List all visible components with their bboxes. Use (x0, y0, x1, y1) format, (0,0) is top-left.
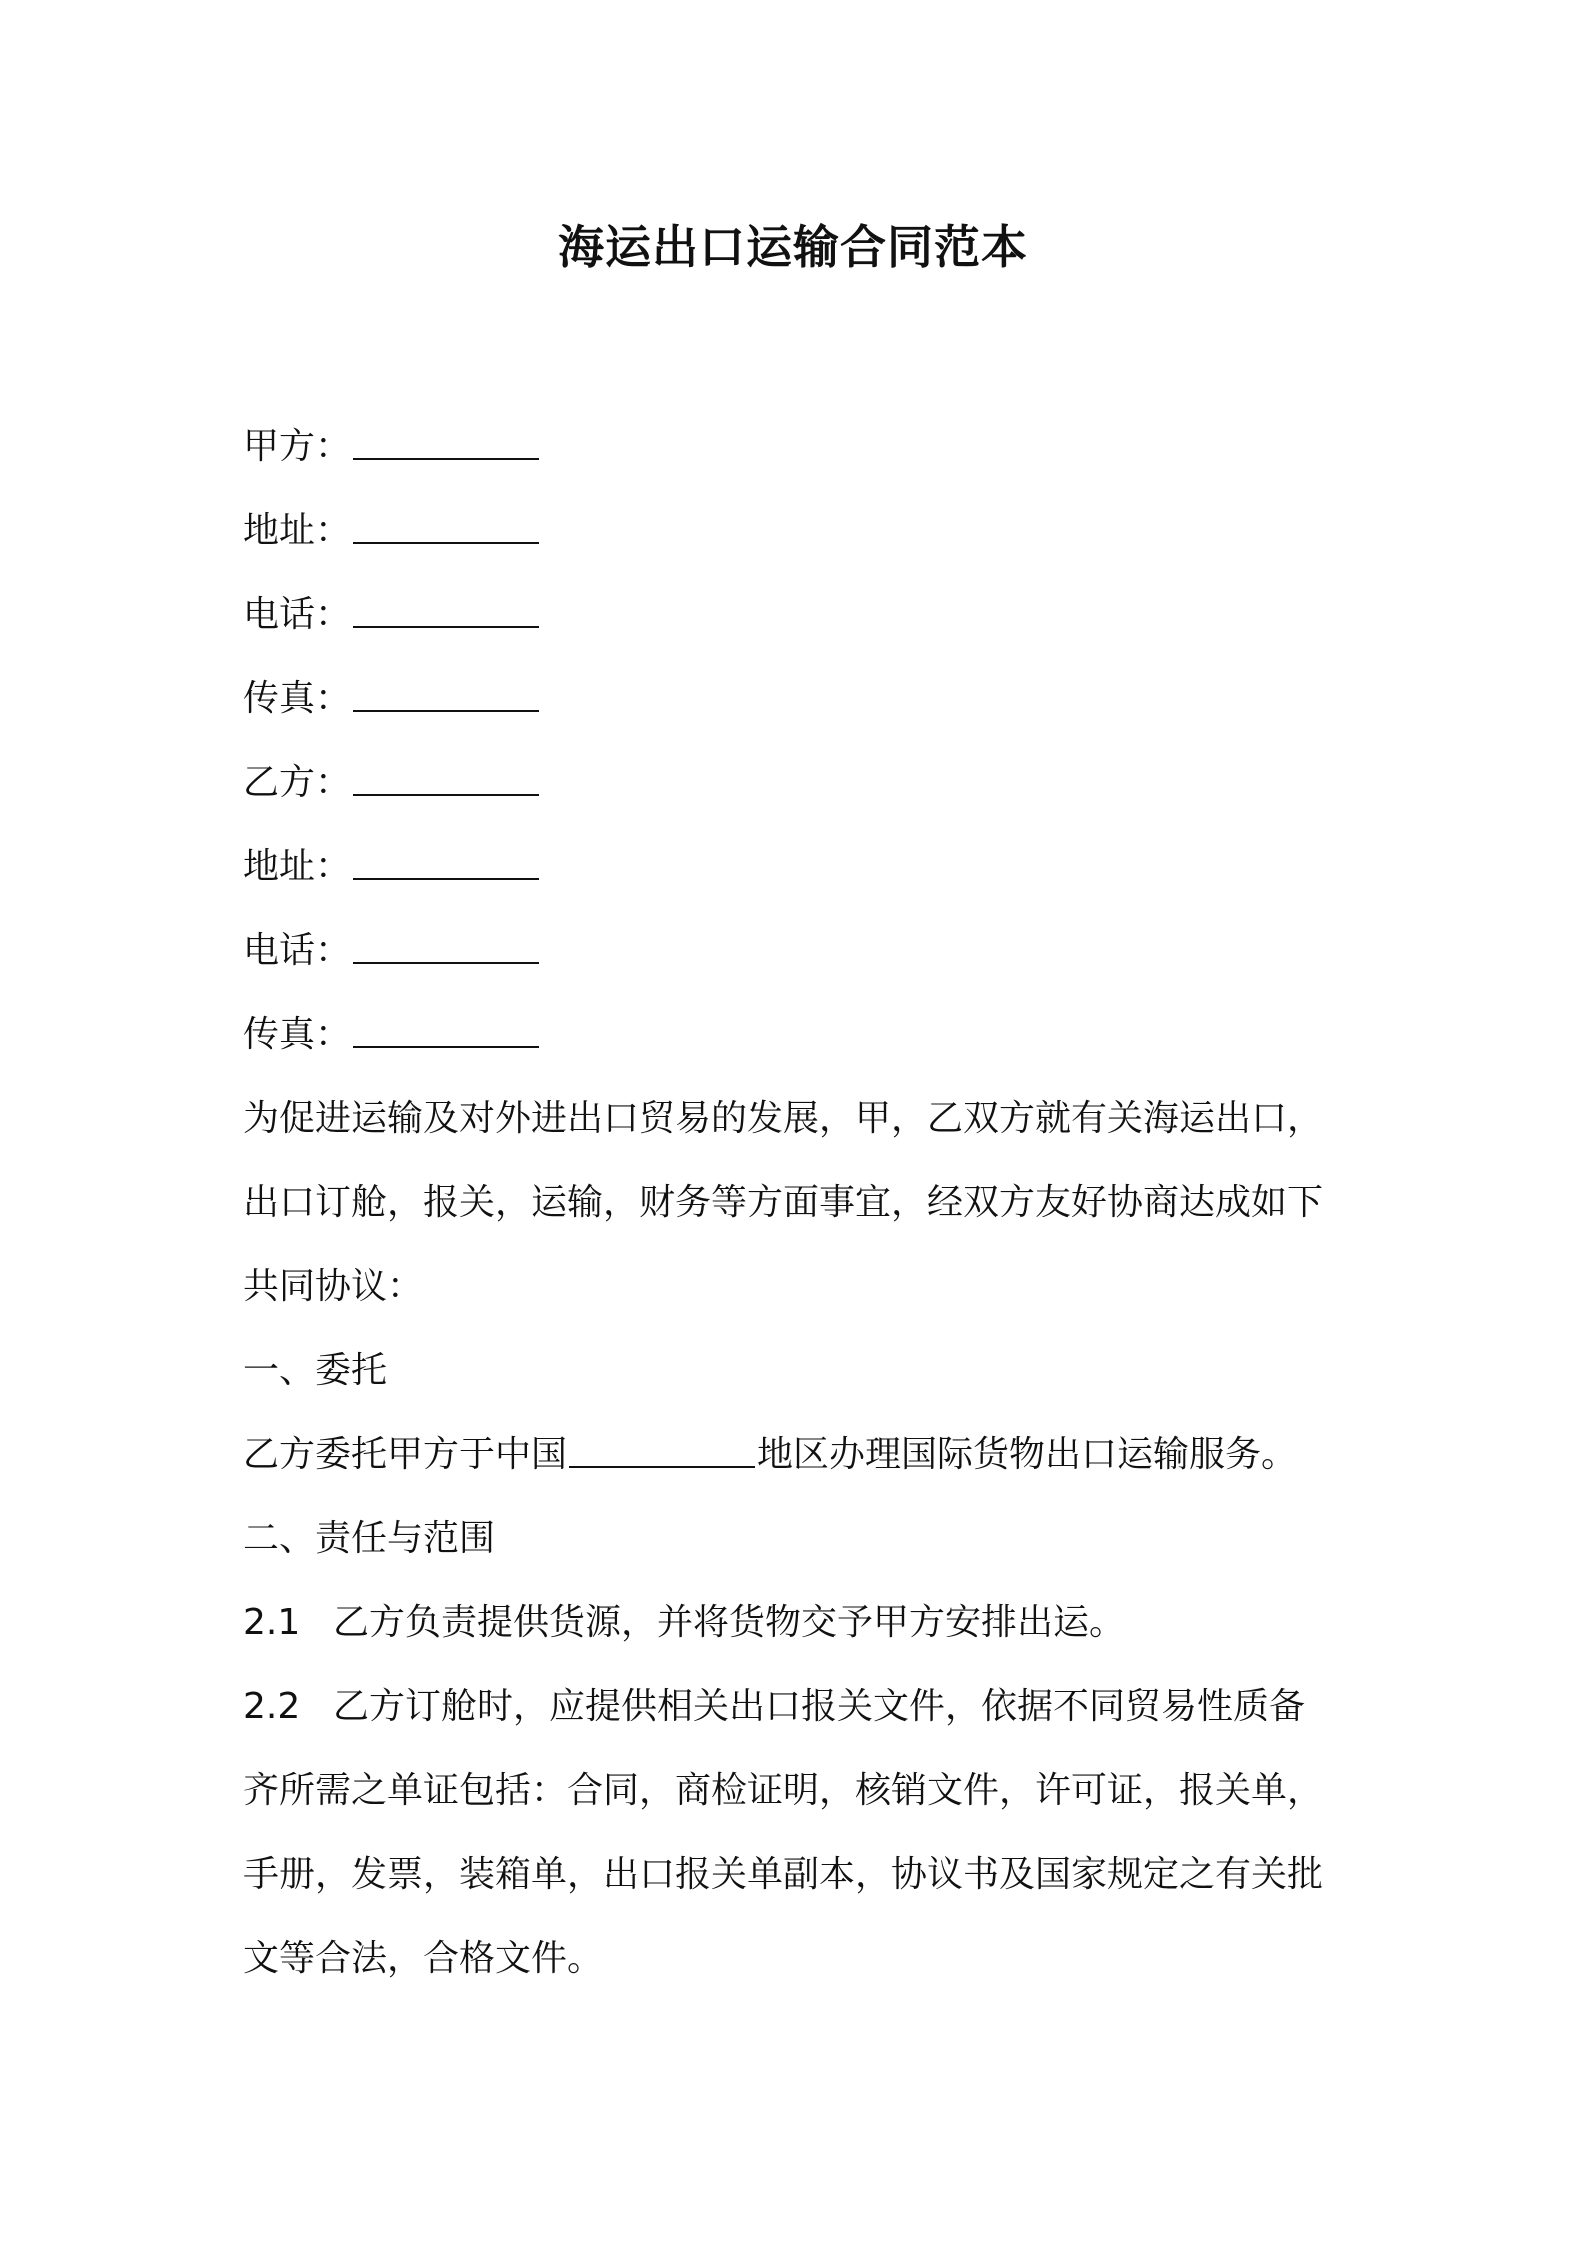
document-body (243, 405, 1363, 2001)
clause-2-2-line-2: 齐所需之单证包括：合同，商检证明，核销文件，许可证，报关单， (243, 1770, 1324, 1811)
party-a-phone-blank (353, 592, 539, 628)
preamble-line-1: 为促进运输及对外进出口贸易的发展，甲，乙双方就有关海运出口， (243, 1098, 1324, 1139)
region-blank (569, 1432, 755, 1468)
section-2-heading: 二、责任与范围 (243, 1518, 496, 1559)
party-a-phone-label: 电话： (243, 594, 352, 635)
party-b-name-blank (353, 760, 539, 796)
clause-2-1-text: 乙方负责提供货源，并将货物交予甲方安排出运。 (333, 1602, 1126, 1643)
party-b-phone-label: 电话： (243, 930, 352, 971)
party-b-address-blank (353, 844, 539, 880)
clause-2-1-number: 2.1 (243, 1602, 301, 1643)
party-a-name-row (243, 405, 1363, 489)
clause-2-1 (243, 1581, 1363, 1665)
party-a-address-row (243, 489, 1363, 573)
party-b-phone-blank (353, 928, 539, 964)
party-a-fax-label: 传真： (243, 678, 352, 719)
party-a-fax-blank (353, 676, 539, 712)
clause-2-2-line-1 (243, 1665, 1363, 1749)
party-a-phone-row (243, 573, 1363, 657)
party-a-name-label: 甲方： (243, 426, 352, 467)
party-b-fax-blank (353, 1012, 539, 1048)
party-b-name-label: 乙方： (243, 762, 352, 803)
party-a-address-label: 地址： (243, 510, 352, 551)
section-1-text-after: 地区办理国际货物出口运输服务。 (757, 1434, 1298, 1475)
section-1-text (243, 1413, 1363, 1497)
party-a-fax-row (243, 657, 1363, 741)
clause-2-2-line-3: 手册，发票，装箱单，出口报关单副本，协议书及国家规定之有关批 (243, 1854, 1324, 1895)
party-a-address-blank (353, 508, 539, 544)
clause-2-2-text-1: 乙方订舱时，应提供相关出口报关文件，依据不同贸易性质备 (333, 1686, 1306, 1727)
clause-2-2-line-4: 文等合法，合格文件。 (243, 1938, 604, 1979)
clause-2-2-number: 2.2 (243, 1686, 301, 1727)
party-b-phone-row (243, 909, 1363, 993)
party-b-fax-label: 传真： (243, 1014, 352, 1055)
preamble-line-3: 共同协议： (243, 1266, 424, 1307)
party-b-name-row (243, 741, 1363, 825)
preamble-line-2: 出口订舱，报关，运输，财务等方面事宜，经双方友好协商达成如下 (243, 1182, 1324, 1223)
party-a-name-blank (353, 424, 539, 460)
document-title: 海运出口运输合同范本 (558, 220, 1028, 274)
party-b-fax-row (243, 993, 1363, 1077)
party-b-address-row (243, 825, 1363, 909)
section-1-text-before: 乙方委托甲方于中国 (243, 1434, 568, 1475)
party-b-address-label: 地址： (243, 846, 352, 887)
section-1-heading: 一、委托 (243, 1350, 388, 1391)
